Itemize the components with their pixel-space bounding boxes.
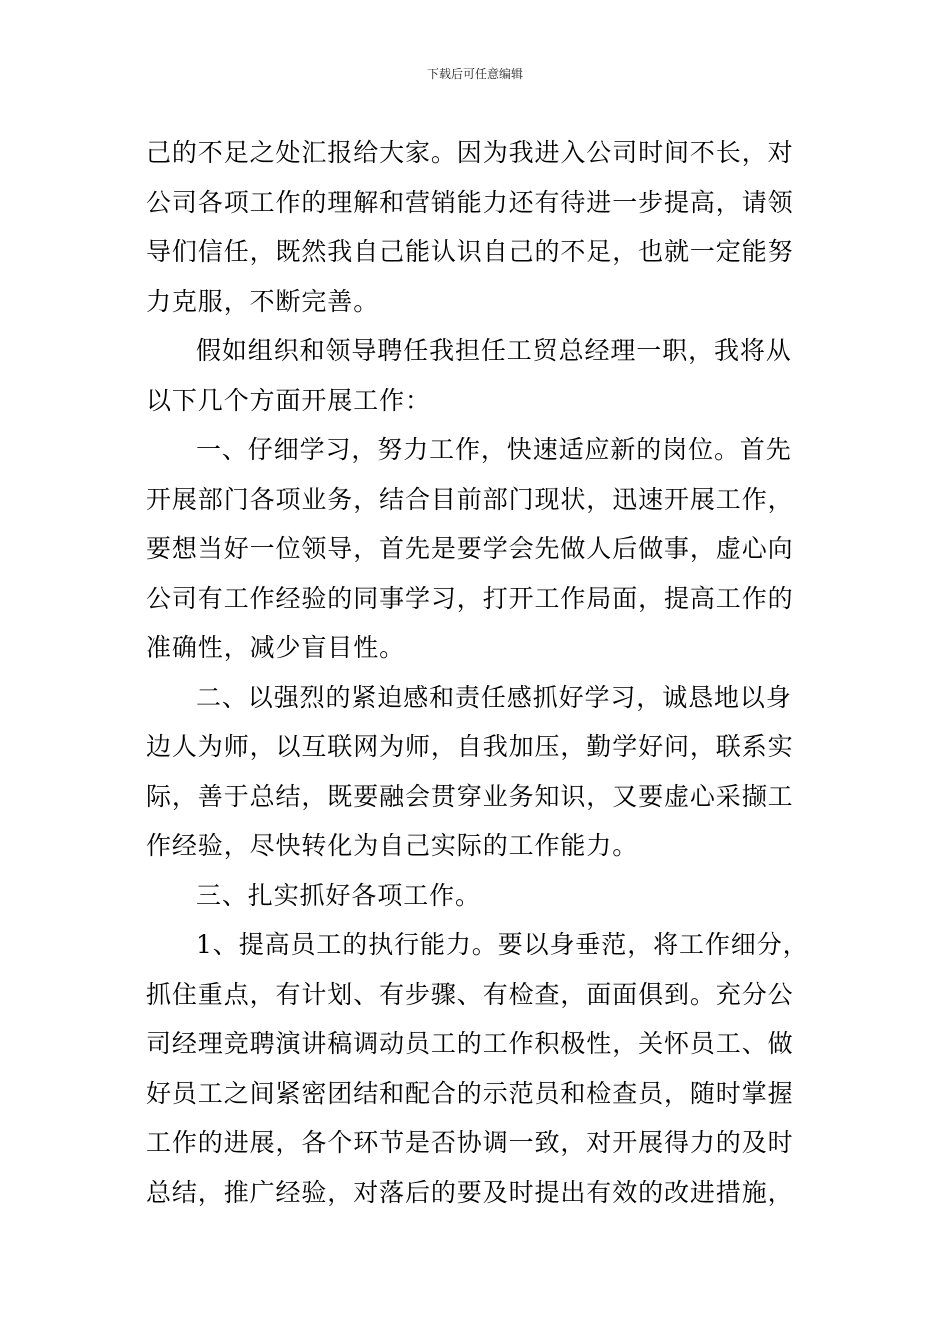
- text-line: 力克服，不断完善。: [146, 286, 380, 316]
- text-line: 要想当好一位领导，首先是要学会先做人后做事，虚心向: [146, 534, 794, 563]
- paragraph-start-line: 二、以强烈的紧迫感和责任感抓好学习，诚恳地以身: [196, 682, 792, 712]
- paragraph-start-line: 假如组织和领导聘任我担任工贸总经理一职，我将从: [196, 336, 792, 365]
- document-body: [146, 128, 809, 1217]
- text-line: 抓住重点，有计划、有步骤、有检查，面面俱到。充分公: [146, 979, 794, 1009]
- text-line: 作经验，尽快转化为自己实际的工作能力。: [146, 831, 639, 860]
- paragraph-start-line: 一、仔细学习，努力工作，快速适应新的岗位。首先: [196, 435, 792, 464]
- text-line: 好员工之间紧密团结和配合的示范员和检查员，随时掌握: [146, 1078, 794, 1108]
- text-line: 公司有工作经验的同事学习，打开工作局面，提高工作的: [146, 583, 794, 613]
- text-line: 公司各项工作的理解和营销能力还有待进一步提高，请领: [146, 187, 794, 217]
- paragraph-start-line: 三、扎实抓好各项工作。: [196, 880, 481, 910]
- text-line: 以下几个方面开展工作：: [146, 385, 431, 415]
- text-line: 工作的进展，各个环节是否协调一致，对开展得力的及时: [146, 1128, 794, 1157]
- text-line: 际，善于总结，既要融会贯穿业务知识，又要虚心采撷工: [146, 781, 794, 811]
- paragraph-start-line: 1、提高员工的执行能力。要以身垂范，将工作细分，: [196, 930, 809, 959]
- text-line: 总结，推广经验，对落后的要及时提出有效的改进措施，: [146, 1177, 794, 1207]
- text-line: 司经理竞聘演讲稿调动员工的工作积极性，关怀员工、做: [146, 1029, 794, 1058]
- text-line: 准确性，减少盲目性。: [146, 633, 406, 662]
- text-line: 开展部门各项业务，结合目前部门现状，迅速开展工作，: [146, 484, 794, 514]
- text-line: 导们信任，既然我自己能认识自己的不足，也就一定能努: [146, 237, 794, 266]
- text-line: 边人为师，以互联网为师，自我加压，勤学好问，联系实: [146, 732, 794, 761]
- text-line: 己的不足之处汇报给大家。因为我进入公司时间不长，对: [146, 138, 794, 167]
- page-header: 下载后可任意编辑: [426, 67, 523, 81]
